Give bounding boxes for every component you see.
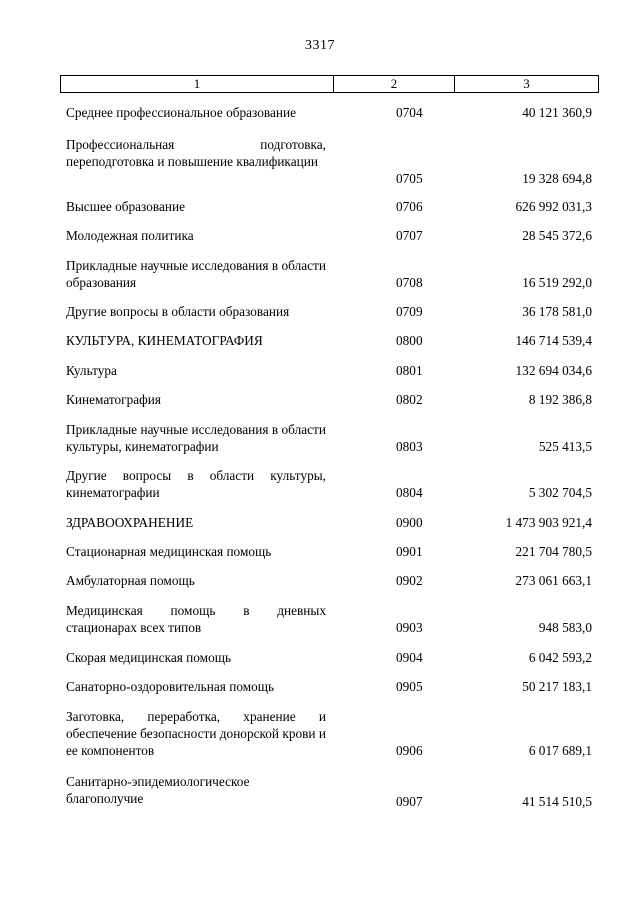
row-code: 0906 [396,743,423,758]
row-code: 0800 [396,333,423,348]
row-code: 0706 [396,199,423,214]
row-amount: 8 192 386,8 [528,392,592,407]
row-code: 0707 [396,228,423,243]
row-name: Медицинская помощь в дневных стационарах всех типов [66,603,326,635]
row-name: Молодежная политика [66,228,194,243]
header-col-2: 2 [334,76,455,92]
row-amount: 6 017 689,1 [528,743,592,758]
row-code: 0903 [396,620,423,635]
row-code: 0904 [396,650,423,665]
row-code: 0804 [396,485,423,500]
row-name: Среднее профессиональное образование [66,105,296,120]
row-amount: 221 704 780,5 [515,544,592,559]
row-name: Профессиональная подготовка, переподготовка и повышение квалификации [66,137,326,169]
row-name: Санаторно-оздоровительная помощь [66,679,275,694]
row-amount: 40 121 360,9 [522,105,592,120]
row-code: 0902 [396,573,423,588]
row-code: 0709 [396,304,423,319]
row-amount: 132 694 034,6 [515,363,592,378]
row-amount: 948 583,0 [538,620,592,635]
row-code: 0803 [396,439,423,454]
row-name: Другие вопросы в области образования [66,304,290,319]
row-amount: 36 178 581,0 [522,304,592,319]
row-code: 0708 [396,275,423,290]
row-name: Амбулаторная помощь [66,573,195,588]
row-name: Скорая медицинская помощь [66,650,232,665]
row-amount: 5 302 704,5 [528,485,592,500]
row-name: Стационарная медицинская помощь [66,544,272,559]
row-code: 0801 [396,363,423,378]
row-code: 0907 [396,794,423,809]
row-code: 0704 [396,105,423,120]
row-amount: 1 473 903 921,4 [505,515,592,530]
row-amount: 16 519 292,0 [522,275,592,290]
row-amount: 525 413,5 [538,439,592,454]
table-header [60,75,599,93]
page-number: 3317 [305,38,335,53]
row-name: Прикладные научные исследования в области культуры, кинематографии [66,422,326,454]
row-code: 0802 [396,392,423,407]
row-code: 0900 [396,515,423,530]
row-amount: 273 061 663,1 [515,573,592,588]
row-amount: 6 042 593,2 [528,650,592,665]
row-name: Кинематография [66,392,162,407]
row-name: Высшее образование [66,199,185,214]
row-amount: 626 992 031,3 [515,199,592,214]
row-amount: 41 514 510,5 [522,794,592,809]
row-name: ЗДРАВООХРАНЕНИЕ [66,515,194,530]
row-name: Санитарно-эпидемиологическое благополучие [66,774,250,806]
header-col-1: 1 [61,76,334,92]
row-name: КУЛЬТУРА, КИНЕМАТОГРАФИЯ [66,333,263,348]
row-amount: 28 545 372,6 [522,228,592,243]
row-name: Другие вопросы в области культуры, кинематографии [66,468,326,500]
row-name: Культура [66,363,117,378]
row-name: Заготовка, переработка, хранение и обеспечение безопасности донорской крови и ее компонентов [66,709,326,758]
row-code: 0901 [396,544,423,559]
row-amount: 50 217 183,1 [522,679,592,694]
row-code: 0905 [396,679,423,694]
row-amount: 146 714 539,4 [515,333,592,348]
row-name: Прикладные научные исследования в области образования [66,258,326,290]
row-code: 0705 [396,171,423,186]
header-col-3: 3 [523,76,530,91]
row-amount: 19 328 694,8 [522,171,592,186]
